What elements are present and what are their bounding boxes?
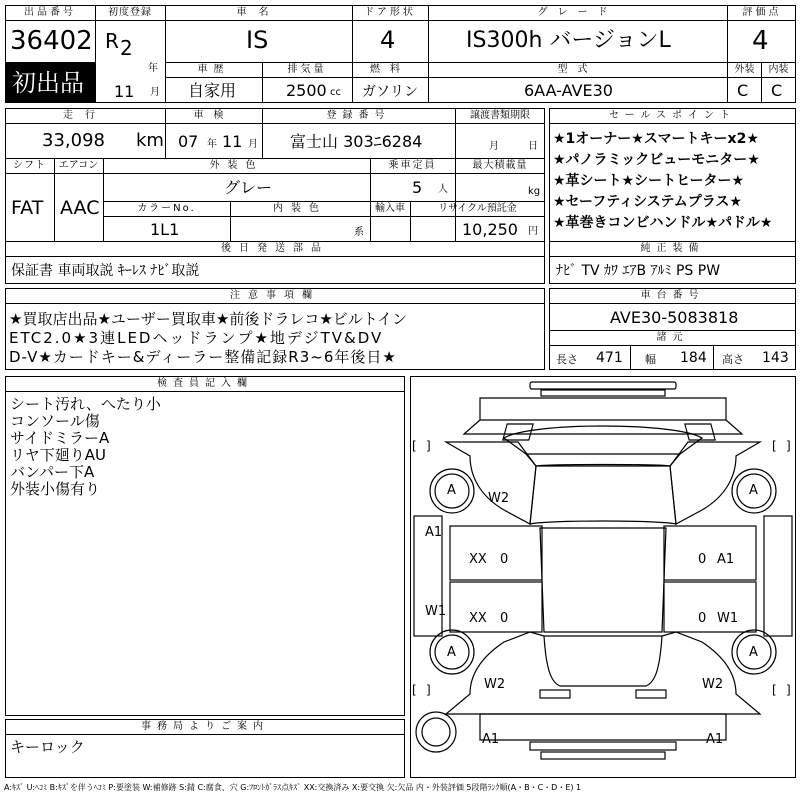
interior-color-label: 内装色 (273, 203, 327, 214)
import-label: 輸入車 (375, 203, 405, 214)
shift-value: FAT (11, 197, 44, 219)
svg-text:]: ] (426, 683, 431, 697)
equipment-title: 純正装備 (640, 243, 705, 254)
interior-suffix: 系 (354, 227, 364, 238)
svg-text:[: [ (412, 439, 417, 453)
shift-label: シフト (13, 160, 46, 171)
dims-title: 諸元 (656, 332, 689, 343)
exterior-grade: C (737, 81, 749, 100)
plate-value: 富士山 303ﾆ6284 (290, 132, 423, 151)
plate-label: 登録番号 (326, 110, 391, 121)
width-label: 幅 (645, 353, 656, 366)
tire-fl-mark: A (447, 483, 456, 498)
length-value: 471 (596, 350, 623, 366)
note-line: D-V★カードキー&ディーラー整備記録R3~6年後日★ (9, 348, 397, 366)
recycle-label: リサイクル預託金 (438, 203, 517, 214)
height-label: 高さ (722, 353, 744, 366)
era-letter: R (105, 29, 119, 53)
capacity-value: 5 (412, 178, 423, 197)
door-count: 4 (380, 26, 396, 54)
first-listing-badge: 初出品 (6, 63, 95, 102)
lot-label: 出品番号 (24, 7, 76, 18)
tire-fr-mark: A (749, 483, 758, 498)
zero-upper-right: 0 (698, 552, 707, 567)
fuel-label: 燃料 (370, 64, 410, 75)
transfer-month-unit: 月 (489, 141, 499, 152)
color-no-value: 1L1 (150, 220, 180, 239)
note-line: ★買取店出品★ユーザー買取車★前後ドラレコ★ビルトイン (9, 310, 408, 328)
year-unit: 年 (148, 63, 158, 74)
a1-left-mark: A1 (425, 525, 443, 540)
inspector-line: コンソール傷 (10, 412, 100, 430)
inspection-label: 車検 (193, 110, 234, 121)
capacity-label: 乗車定員 (388, 160, 437, 171)
inspector-title: 検査員記入欄 (157, 378, 253, 389)
svg-text:[: [ (772, 439, 777, 453)
transfer-label: 譲渡書類期限 (470, 110, 530, 121)
score-value: 4 (752, 26, 769, 56)
sales-point-line: ★パノラミックビューモニター★ (553, 152, 760, 168)
capacity-unit: 人 (438, 184, 448, 195)
inspector-list (10, 396, 161, 498)
exterior-label: 外装 (734, 64, 755, 75)
inspection-year: 07 (178, 132, 199, 151)
inspector-line: 外装小傷有り (10, 480, 101, 498)
inspection-month: 11 (222, 132, 243, 151)
car-diagram (410, 376, 796, 778)
history-label: 車歴 (197, 64, 230, 75)
zero-lower-right: 0 (698, 611, 707, 626)
sales-point-line: ★セーフティシステムプラス★ (553, 194, 742, 210)
svg-text:]: ] (786, 439, 791, 453)
w2-lower-left-mark: W2 (484, 677, 506, 692)
equipment-value: ﾅﾋﾞ TV ｶﾜ ｴｱB ｱﾙﾐ PS PW (556, 263, 721, 279)
a1-bottom-right-mark: A1 (706, 732, 724, 747)
office-text: キーロック (10, 738, 85, 756)
color-label: 外装色 (209, 160, 264, 171)
sales-points-list (553, 129, 772, 234)
fuel-value: ガソリン (362, 84, 418, 100)
displacement-label: 排気量 (287, 64, 327, 75)
month-unit: 月 (150, 87, 160, 98)
inspector-line: シート汚れ、へたり小 (10, 395, 161, 413)
svg-text:[: [ (772, 683, 777, 697)
inspection-year-unit: 年 (207, 139, 217, 150)
displacement-value: 2500 (286, 81, 327, 100)
reg-month: 11 (114, 82, 135, 101)
inspection-month-unit: 月 (248, 139, 258, 150)
color-value: グレー (224, 178, 273, 197)
sales-point-line: ★1オーナー★スマートキーx2★ (553, 131, 759, 147)
width-value: 184 (680, 350, 707, 366)
tire-rr-mark: A (749, 645, 758, 660)
mileage-unit: km (136, 130, 164, 151)
notes-title: 注意事項欄 (230, 290, 320, 301)
svg-text:]: ] (426, 439, 431, 453)
xx-upper-mark: XX (469, 552, 487, 567)
aircon-value: AAC (60, 197, 100, 219)
car-name-label: 車名 (236, 7, 281, 18)
history-value: 自家用 (188, 81, 237, 100)
office-title: 事務局よりご案内 (141, 721, 269, 732)
recycle-unit: 円 (528, 226, 538, 237)
tire-rl-mark: A (447, 645, 456, 660)
after-parts-label: 後日発送部品 (221, 243, 329, 254)
svg-text:]: ] (786, 683, 791, 697)
zero-upper-left: 0 (500, 552, 509, 567)
chassis-title: 車台番号 (640, 290, 705, 301)
grade-value: IS300h バージョンL (466, 28, 671, 53)
xx-lower-mark: XX (469, 611, 487, 626)
model-type-label: 型式 (557, 64, 598, 75)
transfer-day-unit: 日 (528, 141, 538, 152)
length-label: 長さ (556, 353, 578, 366)
color-no-label: カラーNo. (137, 203, 196, 214)
displacement-unit: cc (330, 87, 341, 98)
model-type-value: 6AA-AVE30 (524, 81, 613, 100)
sales-points-title: セールスポイント (608, 110, 737, 121)
sales-point-line: ★革巻きコンビハンドル★パドル★ (553, 215, 773, 231)
recycle-value: 10,250 (462, 220, 518, 239)
w2-lower-right-mark: W2 (702, 677, 724, 692)
score-label: 評価点 (742, 7, 782, 18)
first-reg-label: 初度登録 (108, 7, 152, 18)
interior-label: 内装 (768, 64, 789, 75)
notes-list (9, 310, 407, 367)
a1-bottom-left-mark: A1 (482, 732, 500, 747)
sales-point-line: ★革シート★シートヒーター★ (553, 173, 745, 189)
car-name: IS (246, 26, 269, 54)
w1-right-mark: W1 (717, 611, 739, 626)
note-line: ETC2.0★3連LEDヘッドランプ★地デジTV&DV (9, 329, 384, 347)
a1-right-mark: A1 (717, 552, 735, 567)
door-label: ドア形状 (364, 7, 416, 18)
svg-text:[: [ (412, 683, 417, 697)
height-value: 143 (762, 350, 789, 366)
mileage-label: 走行 (63, 110, 107, 121)
inspector-line: リヤ下廻りAU (10, 446, 106, 464)
after-parts-value: 保証書 車両取説 ｷｰﾚｽ ﾅﾋﾞ取説 (11, 263, 200, 279)
inspector-line: サイドミラーA (10, 429, 110, 447)
grade-label: グレード (537, 7, 618, 18)
w2-upper-mark: W2 (488, 491, 510, 506)
chassis-number: AVE30-5083818 (610, 308, 739, 327)
aircon-label: エアコン (58, 160, 99, 171)
era-year: 2 (120, 36, 133, 60)
w1-left-mark: W1 (425, 604, 447, 619)
inspector-line: バンパー下A (10, 463, 95, 481)
interior-grade: C (771, 81, 783, 100)
legend-footer: A:ｷｽﾞ U:ﾍｺﾐ B:ｷｽﾞを伴うﾍｺﾐ P:要塗装 W:補修跡 S:錆 C:腐食、穴 G:ﾌﾛﾝﾄｶﾞﾗｽ点ｷｽﾞ XX:交換済み X:要交換 欠:欠品 内・外装評価 5段階ﾗﾝｸ順(A・B・C・D・E) 1 (4, 783, 582, 792)
mileage-value: 33,098 (42, 130, 105, 151)
max-load-unit: kg (528, 186, 541, 197)
lot-number: 36402 (10, 26, 93, 56)
max-load-label: 最大積載量 (472, 160, 528, 171)
zero-lower-left: 0 (500, 611, 509, 626)
